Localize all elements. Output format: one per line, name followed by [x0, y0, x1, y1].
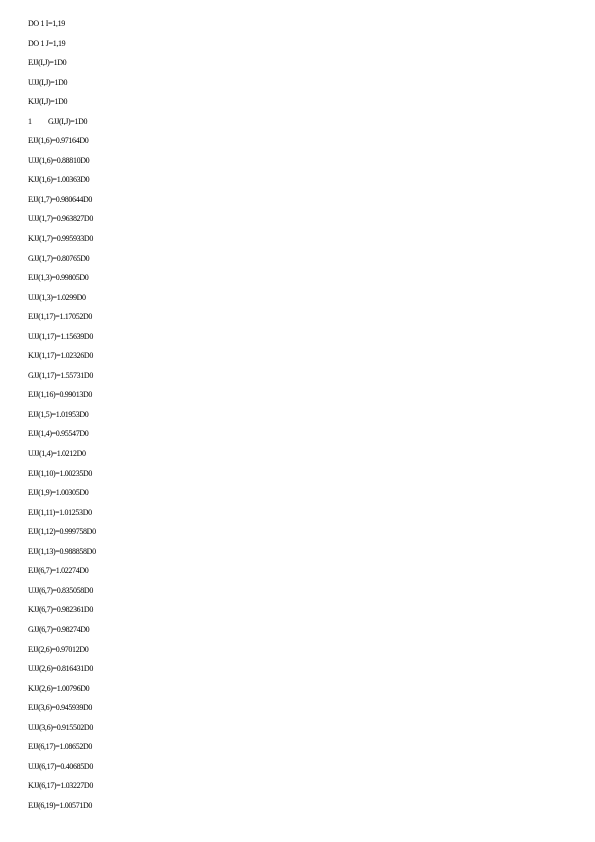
- code-line-29: EJJ(6,7)=1.02274D0: [28, 566, 89, 576]
- code-line-14: EJJ(1,3)=0.99805D0: [28, 273, 89, 283]
- code-line-30: UJJ(6,7)=0.835058D0: [28, 585, 93, 595]
- code-line-26: EJJ(1,11)=1.01253D0: [28, 507, 92, 517]
- code-line-3: EJJ(I,J)=1D0: [28, 58, 67, 68]
- code-line-28: EJJ(1,13)=0.988858D0: [28, 546, 96, 556]
- code-line-22: EJJ(1,4)=0.95547D0: [28, 429, 89, 439]
- code-line-40: KJJ(6,17)=1.03227D0: [28, 781, 93, 791]
- code-line-9: KJJ(1,6)=1.00363D0: [28, 175, 90, 185]
- code-line-10: EJJ(1,7)=0.980644D0: [28, 194, 93, 204]
- code-line-31: KJJ(6,7)=0.982361D0: [28, 605, 93, 615]
- code-line-35: KJJ(2,6)=1.00796D0: [28, 683, 90, 693]
- code-line-16: EJJ(1,17)=1.17052D0: [28, 312, 93, 322]
- code-line-11: UJJ(1,7)=0.963827D0: [28, 214, 93, 224]
- fortran-code-listing: [28, 18, 96, 819]
- statement-label: 1: [28, 116, 32, 126]
- code-line-19: GJJ(1,17)=1.55731D0: [28, 370, 93, 380]
- code-line-21: EJJ(1,5)=1.01953D0: [28, 409, 89, 419]
- code-line-41: EJJ(6,19)=1.00571D0: [28, 800, 93, 810]
- code-line-13: GJJ(1,7)=0.80765D0: [28, 253, 90, 263]
- code-line-23: UJJ(1,4)=1.0212D0: [28, 449, 86, 459]
- code-line-34: UJJ(2,6)=0.816431D0: [28, 664, 93, 674]
- code-line-27: EJJ(1,12)=0.999758D0: [28, 527, 96, 537]
- code-line-18: KJJ(1,17)=1.02326D0: [28, 351, 93, 361]
- code-line-33: EJJ(2,6)=0.97012D0: [28, 644, 89, 654]
- code-line-2: DO 1 J=1,19: [28, 38, 66, 48]
- code-line-20: EJJ(1,16)=0.99013D0: [28, 390, 93, 400]
- code-line-38: EJJ(6,17)=1.08652D0: [28, 742, 93, 752]
- code-line-39: UJJ(6,17)=0.40685D0: [28, 761, 93, 771]
- code-line-8: UJJ(1,6)=0.88810D0: [28, 155, 90, 165]
- code-line-24: EJJ(1,10)=1.00235D0: [28, 468, 93, 478]
- code-line-7: EJJ(1,6)=0.97164D0: [28, 136, 89, 146]
- code-line-4: UJJ(I,J)=1D0: [28, 77, 68, 87]
- code-line-32: GJJ(6,7)=0.98274D0: [28, 624, 90, 634]
- code-line-12: KJJ(1,7)=0.995933D0: [28, 234, 93, 244]
- code-line-25: EJJ(1,9)=1.00305D0: [28, 488, 89, 498]
- code-line-1: DO 1 I=1,19: [28, 19, 65, 28]
- code-line-5: KJJ(I,J)=1D0: [28, 97, 68, 107]
- code-line-6: 1 GJJ(I,J)=1D0: [28, 116, 88, 126]
- code-line-37: UJJ(3,6)=0.915502D0: [28, 722, 93, 732]
- code-line-36: EJJ(3,6)=0.945939D0: [28, 703, 93, 713]
- code-line-17: UJJ(1,17)=1.15639D0: [28, 331, 93, 341]
- code-line-15: UJJ(1,3)=1.0299D0: [28, 292, 86, 302]
